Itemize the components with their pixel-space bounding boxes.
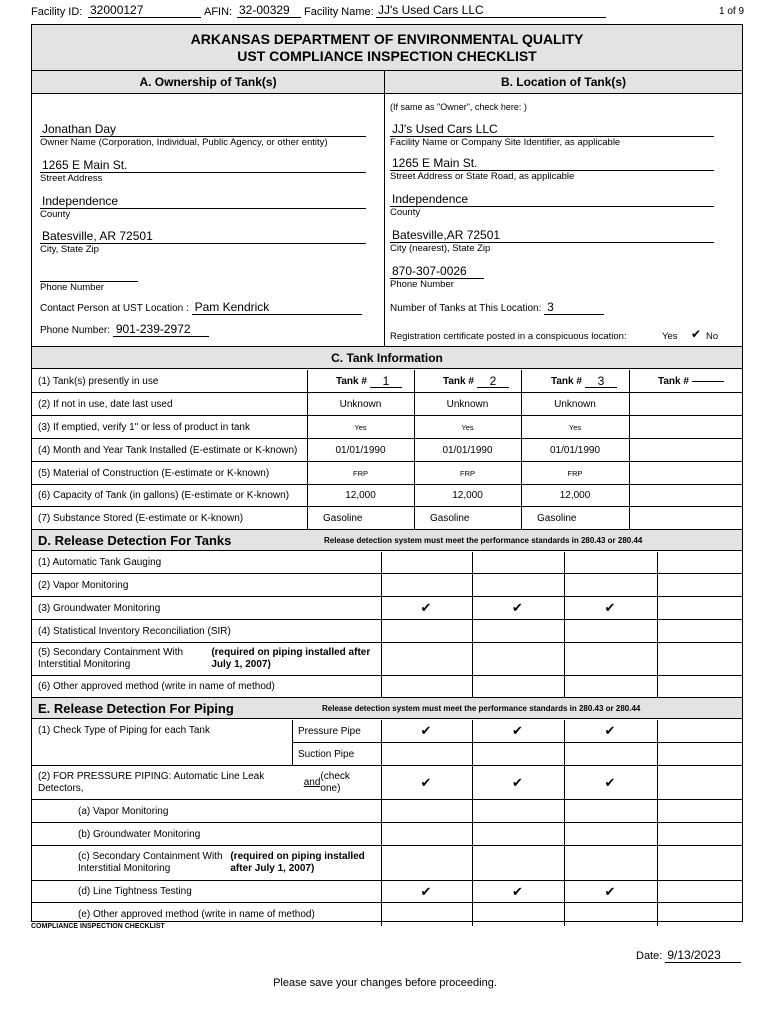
tank-3-check-icon[interactable] [564, 743, 656, 765]
tank-1-check-icon[interactable] [381, 643, 471, 675]
tank-3-value[interactable]: Yes [568, 422, 582, 432]
tank-1-check-icon[interactable] [381, 574, 471, 596]
owner-name-field[interactable]: Jonathan Day [40, 122, 366, 137]
owner-street-label: Street Address [40, 173, 103, 184]
tank-2-check-icon[interactable] [472, 676, 563, 697]
site-street-label: Street Address or State Road, as applicable [390, 171, 575, 182]
tank-4-check-icon[interactable] [657, 552, 742, 573]
tank-3-check-icon[interactable]: ✔ [604, 723, 616, 738]
contact-person-label: Contact Person at UST Location : [40, 303, 189, 314]
tank-2-value[interactable]: Unknown [446, 399, 489, 410]
afin-label: AFIN: [204, 6, 233, 18]
tank-3-check-icon[interactable] [564, 823, 656, 845]
pressure-piping-method-row [32, 881, 742, 903]
row-label: (6) Other approved method (write in name of method) [38, 681, 275, 692]
row-label: (3) If emptied, verify 1" or less of product in tank [38, 421, 250, 433]
tank-4-check-icon[interactable] [657, 846, 742, 880]
tank-3-check-icon[interactable] [564, 620, 656, 642]
owner-street-group [40, 158, 366, 185]
owner-phone-label: Phone Number [40, 282, 104, 293]
row-label: (4) Month and Year Tank Installed (E-estimate or K-known) [38, 444, 298, 456]
tank-info-row [32, 462, 742, 485]
row-label: (1) Automatic Tank Gauging [38, 557, 162, 568]
row-label: (2) FOR PRESSURE PIPING: Automatic Line Leak Detectors, and (check one) [38, 771, 350, 794]
tank-3-value[interactable]: FRP [567, 468, 583, 478]
tank-3-check-icon[interactable] [564, 574, 656, 596]
site-phone-group [390, 264, 484, 291]
tank-3-value[interactable]: Unknown [554, 399, 596, 410]
release-detection-row [32, 552, 742, 574]
contact-phone-label: Phone Number: [40, 325, 111, 336]
owner-county-field[interactable]: Independence [40, 194, 366, 209]
suction-pipe-row [32, 743, 742, 766]
num-tanks-field[interactable]: 3 [544, 301, 604, 315]
num-tanks-group [390, 301, 604, 315]
save-notice: Please save your changes before proceeding. [273, 977, 497, 989]
section-d-note: Release detection system must meet the performance standards in 280.43 or 280.44 [324, 536, 643, 545]
row-label: (a) Vapor Monitoring [78, 805, 169, 817]
tank-4-check-icon[interactable] [657, 881, 742, 902]
site-county-field[interactable]: Independence [390, 192, 714, 207]
tank-3-check-icon[interactable] [564, 552, 656, 573]
owner-name-group [40, 122, 366, 149]
section-b-heading: B. Location of Tank(s) [500, 75, 627, 89]
owner-street-field[interactable]: 1265 E Main St. [40, 158, 366, 173]
section-a-heading: A. Ownership of Tank(s) [139, 75, 277, 89]
form-title [32, 25, 742, 71]
row-label: (1) Tank(s) presently in use [38, 375, 159, 387]
piping-type-label: (1) Check Type of Piping for each Tank [38, 725, 210, 736]
tank-1-check-icon[interactable]: ✔ [420, 775, 432, 790]
site-street-field[interactable]: 1265 E Main St. [390, 156, 714, 171]
reg-cert-yes-option[interactable] [662, 331, 678, 342]
owner-city-label: City, State Zip [40, 244, 99, 255]
date-group [636, 948, 741, 963]
tank-4-value[interactable] [629, 485, 742, 506]
tank-1-check-icon[interactable] [381, 846, 471, 880]
row-label: (6) Capacity of Tank (in gallons) (E-estimate or K-known) [38, 490, 290, 501]
row-label: (d) Line Tightness Testing [78, 886, 192, 897]
tank-number-2: Tank # 2 [437, 370, 537, 392]
tank-4-check-icon[interactable] [657, 620, 742, 642]
tank-4-value[interactable] [629, 462, 742, 484]
tank-2-check-icon[interactable]: ✔ [512, 723, 523, 738]
row-label: (e) Other approved method (write in name of method) [78, 909, 315, 920]
pressure-piping-method-row [32, 823, 742, 846]
tank-number-3-field[interactable]: 3 [585, 375, 617, 388]
row-label: (7) Substance Stored (E-estimate or K-known) [38, 512, 244, 524]
tank-1-value[interactable]: Gasoline [323, 512, 363, 524]
release-detection-row [32, 574, 742, 597]
tank-2-check-icon[interactable] [472, 620, 563, 642]
site-phone-field[interactable]: 870-307-0026 [390, 264, 484, 279]
form-title-line1: ARKANSAS DEPARTMENT OF ENVIRONMENTAL QUALITY [190, 31, 584, 47]
reg-cert-check-icon[interactable]: ✔ [691, 327, 702, 341]
tank-info-row [32, 394, 742, 416]
tank-number-4: Tank # [652, 370, 742, 392]
reg-cert-no-label: No [706, 331, 719, 342]
tank-3-check-icon[interactable] [564, 676, 656, 697]
section-d-bar [32, 530, 742, 551]
tank-1-value[interactable]: Yes [354, 422, 367, 432]
date-field[interactable]: 9/13/2023 [665, 948, 741, 963]
site-city-group [390, 228, 714, 255]
tank-info-row [32, 439, 742, 462]
site-phone-label: Phone Number [390, 279, 454, 290]
row-label: (c) Secondary Containment With Interstitial Monitoring (required on piping installed after July 1, 2007) [78, 851, 365, 874]
tank-number-2-field[interactable]: 2 [477, 375, 509, 388]
tank-3-check-icon[interactable] [564, 846, 656, 880]
site-city-label: City (nearest), State Zip [390, 243, 491, 254]
tank-2-check-icon[interactable]: ✔ [512, 883, 523, 899]
tank-2-value[interactable]: 12,000 [452, 490, 483, 501]
tank-3-check-icon[interactable] [564, 643, 656, 675]
tank-info-row [32, 507, 742, 530]
reg-cert-label: Registration certificate posted in a conspicuous location: [390, 331, 627, 342]
owner-county-group [40, 194, 366, 221]
tank-2-value[interactable]: FRP [460, 468, 475, 478]
tank-1-check-icon[interactable] [381, 552, 471, 573]
owner-phone-field[interactable] [40, 267, 138, 282]
tank-3-check-icon[interactable]: ✔ [604, 775, 616, 790]
facility-id-field[interactable]: 32000127 [88, 4, 201, 18]
tank-1-check-icon[interactable] [381, 903, 471, 926]
tank-2-check-icon[interactable]: ✔ [512, 775, 523, 790]
tank-1-check-icon[interactable] [381, 676, 471, 697]
owner-phone-group [40, 267, 138, 294]
row-label: (4) Statistical Inventory Reconciliation (SIR) [38, 625, 231, 637]
tank-number-1: Tank # 1 [330, 370, 430, 392]
release-detection-row [32, 620, 742, 643]
tank-1-value[interactable]: Unknown [339, 399, 382, 410]
tank-2-check-icon[interactable] [472, 823, 563, 845]
section-c-bar [32, 346, 742, 369]
owner-name-label: Owner Name (Corporation, Individual, Public Agency, or other entity) [40, 137, 328, 148]
ab-header [32, 71, 742, 94]
tank-3-check-icon[interactable]: ✔ [604, 600, 616, 615]
tank-4-value[interactable] [629, 416, 742, 438]
owner-city-field[interactable]: Batesville, AR 72501 [40, 229, 366, 244]
tank-4-check-icon[interactable] [657, 743, 742, 765]
tank-3-value[interactable]: 12,000 [559, 490, 591, 501]
checklist-form [31, 24, 743, 922]
tank-2-check-icon[interactable]: ✔ [512, 600, 523, 615]
tank-number-row [32, 370, 742, 393]
tank-1-value[interactable]: 01/01/1990 [335, 444, 386, 456]
site-street-group [390, 156, 714, 183]
date-label: Date: [636, 950, 663, 962]
section-d-heading: D. Release Detection For Tanks [38, 533, 232, 548]
tank-2-check-icon[interactable] [472, 903, 563, 926]
tank-4-check-icon[interactable] [657, 823, 742, 845]
tank-4-check-icon[interactable] [657, 597, 742, 619]
tank-2-check-icon[interactable] [472, 846, 563, 880]
form-footer-name: COMPLIANCE INSPECTION CHECKLIST [31, 923, 165, 930]
pressure-piping-row [32, 767, 742, 800]
tank-4-value[interactable] [629, 439, 742, 461]
tank-2-check-icon[interactable] [472, 643, 563, 675]
tank-4-check-icon[interactable] [657, 767, 742, 799]
tank-info-row [32, 485, 742, 507]
tank-3-value[interactable]: Gasoline [537, 512, 577, 524]
tank-3-value[interactable]: 01/01/1990 [549, 444, 601, 456]
tank-4-value[interactable] [629, 394, 742, 415]
tank-1-check-icon[interactable] [381, 823, 471, 845]
site-county-label: County [390, 207, 421, 218]
pressure-piping-method-row [32, 846, 742, 881]
tank-1-check-icon[interactable]: ✔ [420, 723, 432, 738]
section-e-bar [32, 698, 742, 719]
reg-cert-group [390, 331, 627, 342]
suction-pipe-label: Suction Pipe [298, 748, 355, 760]
tank-4-check-icon[interactable] [657, 643, 742, 675]
tank-3-check-icon[interactable]: ✔ [604, 883, 616, 899]
tank-1-value[interactable]: 12,000 [345, 490, 376, 501]
tank-2-check-icon[interactable] [472, 800, 563, 822]
form-title-line2: UST COMPLIANCE INSPECTION CHECKLIST [237, 48, 537, 64]
tank-2-check-icon[interactable] [472, 743, 563, 765]
site-name-field[interactable]: JJ's Used Cars LLC [390, 122, 714, 137]
row-label: (2) Vapor Monitoring [38, 579, 129, 591]
contact-person-group [40, 301, 362, 315]
tank-2-value[interactable]: Yes [461, 422, 474, 432]
tank-4-check-icon[interactable] [657, 903, 742, 926]
tank-4-value[interactable] [639, 507, 752, 529]
tank-2-value[interactable]: 01/01/1990 [442, 444, 493, 456]
tank-1-check-icon[interactable] [381, 800, 471, 822]
facility-name-field[interactable]: JJ's Used Cars LLC [376, 4, 606, 18]
tank-1-check-icon[interactable] [381, 743, 471, 765]
tank-2-check-icon[interactable] [472, 552, 563, 573]
site-county-group [390, 192, 714, 219]
tank-4-check-icon[interactable] [657, 800, 742, 822]
tank-1-check-icon[interactable]: ✔ [420, 883, 432, 899]
tank-4-check-icon[interactable] [657, 676, 742, 697]
section-c-heading: C. Tank Information [331, 351, 443, 365]
facility-name-label: Facility Name: [304, 6, 374, 18]
pressure-pipe-label: Pressure Pipe [298, 725, 361, 737]
row-label: (5) Secondary Containment With Interstitial Monitoring (required on piping installed after July 1, 2007) [38, 647, 371, 670]
tank-2-check-icon[interactable] [472, 574, 563, 596]
site-name-label: Facility Name or Company Site Identifier, as applicable [390, 137, 621, 148]
facility-id-label: Facility ID: [31, 6, 83, 18]
tank-info-row [32, 416, 742, 439]
row-label: (3) Groundwater Monitoring [38, 602, 161, 614]
tank-number-3: Tank # 3 [545, 370, 645, 392]
section-e-note: Release detection system must meet the performance standards in 280.43 or 280.44 [322, 704, 641, 713]
contact-person-field[interactable]: Pam Kendrick [192, 301, 362, 315]
tank-3-check-icon[interactable] [564, 800, 656, 822]
pressure-piping-method-row [32, 800, 742, 823]
row-label: (b) Groundwater Monitoring [78, 828, 201, 840]
tank-3-check-icon[interactable] [564, 903, 656, 926]
num-tanks-label: Number of Tanks at This Location: [390, 303, 542, 314]
release-detection-row [32, 676, 742, 698]
same-as-owner-note[interactable]: (If same as "Owner", check here: ) [390, 102, 527, 112]
tank-1-check-icon[interactable]: ✔ [420, 600, 432, 615]
row-label: (5) Material of Construction (E-estimate or K-known) [38, 467, 270, 479]
tank-1-check-icon[interactable] [381, 620, 471, 642]
tank-number-1-field[interactable]: 1 [370, 375, 402, 388]
tank-1-value[interactable]: FRP [353, 468, 368, 478]
section-e-heading: E. Release Detection For Piping [38, 701, 234, 716]
site-name-group [390, 122, 714, 149]
owner-county-label: County [40, 209, 71, 220]
reg-cert-yes-label: Yes [662, 331, 678, 342]
tank-number-4-field[interactable] [692, 381, 724, 382]
tank-4-check-icon[interactable] [657, 574, 742, 596]
page-number: 1 of 9 [719, 6, 745, 17]
contact-phone-field[interactable]: 901-239-2972 [113, 323, 209, 337]
site-city-field[interactable]: Batesville,AR 72501 [390, 228, 714, 243]
tank-2-value[interactable]: Gasoline [430, 512, 470, 524]
tank-4-check-icon[interactable] [657, 720, 742, 742]
owner-city-group [40, 229, 366, 256]
afin-field[interactable]: 32-00329 [237, 4, 301, 18]
form-header [31, 4, 743, 22]
release-detection-row [32, 643, 742, 676]
row-label: (2) If not in use, date last used [38, 399, 173, 410]
release-detection-row [32, 597, 742, 620]
contact-phone-group [40, 323, 209, 337]
